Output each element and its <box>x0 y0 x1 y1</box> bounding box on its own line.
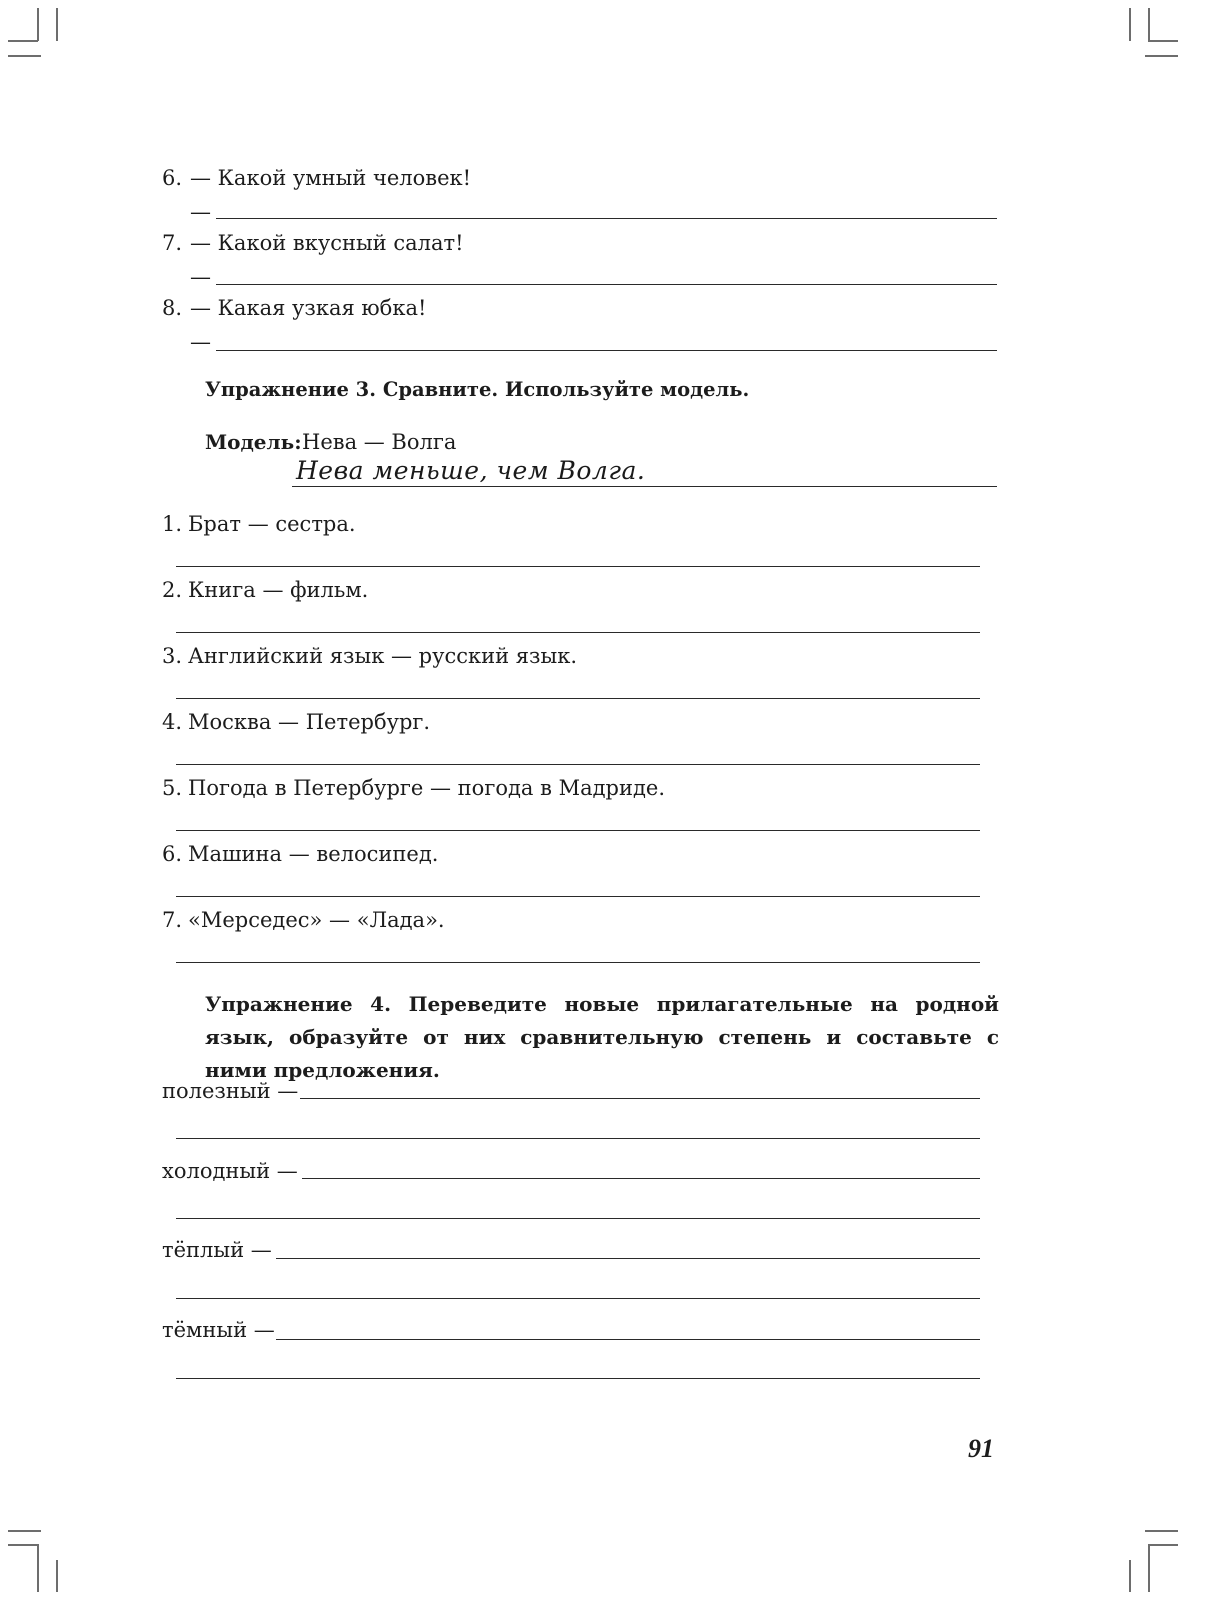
crop-mark <box>56 8 58 41</box>
crop-mark <box>1148 1544 1150 1592</box>
translation-line[interactable] <box>276 1339 980 1340</box>
word-label: холодный — <box>162 1159 298 1183</box>
model-text: Нева — Волга <box>302 430 457 454</box>
answer-line[interactable] <box>176 764 980 765</box>
crop-mark <box>37 1544 39 1592</box>
item-number: 7. <box>162 231 183 255</box>
answer-line[interactable] <box>216 284 997 285</box>
answer-line[interactable] <box>216 350 997 351</box>
crop-mark <box>1129 8 1131 41</box>
crop-mark <box>1129 1560 1131 1592</box>
crop-mark <box>1145 55 1178 57</box>
sentence-line[interactable] <box>176 1378 980 1379</box>
translation-line[interactable] <box>276 1258 980 1259</box>
item-text: «Мерседес» — «Лада». <box>188 908 445 932</box>
item-number: 7. <box>162 908 183 932</box>
model-answer-line <box>292 486 997 487</box>
answer-line[interactable] <box>176 698 980 699</box>
answer-line[interactable] <box>176 830 980 831</box>
answer-line[interactable] <box>176 896 980 897</box>
translation-line[interactable] <box>302 1178 980 1179</box>
word-label: тёплый — <box>162 1238 272 1262</box>
item-number: 5. <box>162 776 183 800</box>
item-number: 4. <box>162 710 183 734</box>
answer-dash: — <box>190 265 211 289</box>
crop-mark <box>8 55 41 57</box>
answer-line[interactable] <box>176 566 980 567</box>
crop-mark <box>1148 1544 1178 1546</box>
answer-dash: — <box>190 330 211 354</box>
item-number: 6. <box>162 166 183 190</box>
crop-mark <box>1148 8 1150 41</box>
crop-mark <box>1148 40 1178 42</box>
crop-mark <box>8 1530 41 1532</box>
item-text: Москва — Петербург. <box>188 710 431 734</box>
item-number: 3. <box>162 644 183 668</box>
answer-line[interactable] <box>176 962 980 963</box>
answer-dash: — <box>190 200 211 224</box>
item-text: Машина — велосипед. <box>188 842 439 866</box>
word-label: тёмный — <box>162 1318 275 1342</box>
answer-line[interactable] <box>176 632 980 633</box>
item-text: — Какая узкая юбка! <box>190 296 427 320</box>
answer-line[interactable] <box>216 218 997 219</box>
item-text: Английский язык — русский язык. <box>188 644 578 668</box>
translation-line[interactable] <box>300 1098 980 1099</box>
crop-mark <box>8 1544 38 1546</box>
item-number: 2. <box>162 578 183 602</box>
sentence-line[interactable] <box>176 1218 980 1219</box>
crop-mark <box>8 40 38 42</box>
model-label: Модель: <box>205 430 302 454</box>
word-label: полезный — <box>162 1079 299 1103</box>
item-number: 1. <box>162 512 183 536</box>
crop-mark <box>56 1560 58 1592</box>
crop-mark <box>37 8 39 41</box>
item-text: Погода в Петербурге — погода в Мадриде. <box>188 776 666 800</box>
exercise-3-title: Упражнение 3. Сравните. Используйте модель. <box>205 378 750 401</box>
item-text: — Какой умный человек! <box>190 166 472 190</box>
item-number: 8. <box>162 296 183 320</box>
item-text: — Какой вкусный салат! <box>190 231 464 255</box>
item-text: Брат — сестра. <box>188 512 356 536</box>
crop-mark <box>1145 1530 1178 1532</box>
item-number: 6. <box>162 842 183 866</box>
model-answer-handwritten: Нева меньше, чем Волга. <box>296 456 646 485</box>
exercise-4-title: Упражнение 4. Переведите новые прилагательные на родной язык, образуйте от них сравнительную степень и составьте с ними предложения. <box>205 992 999 1082</box>
page-number: 91 <box>968 1434 994 1463</box>
sentence-line[interactable] <box>176 1298 980 1299</box>
item-text: Книга — фильм. <box>188 578 369 602</box>
sentence-line[interactable] <box>176 1138 980 1139</box>
